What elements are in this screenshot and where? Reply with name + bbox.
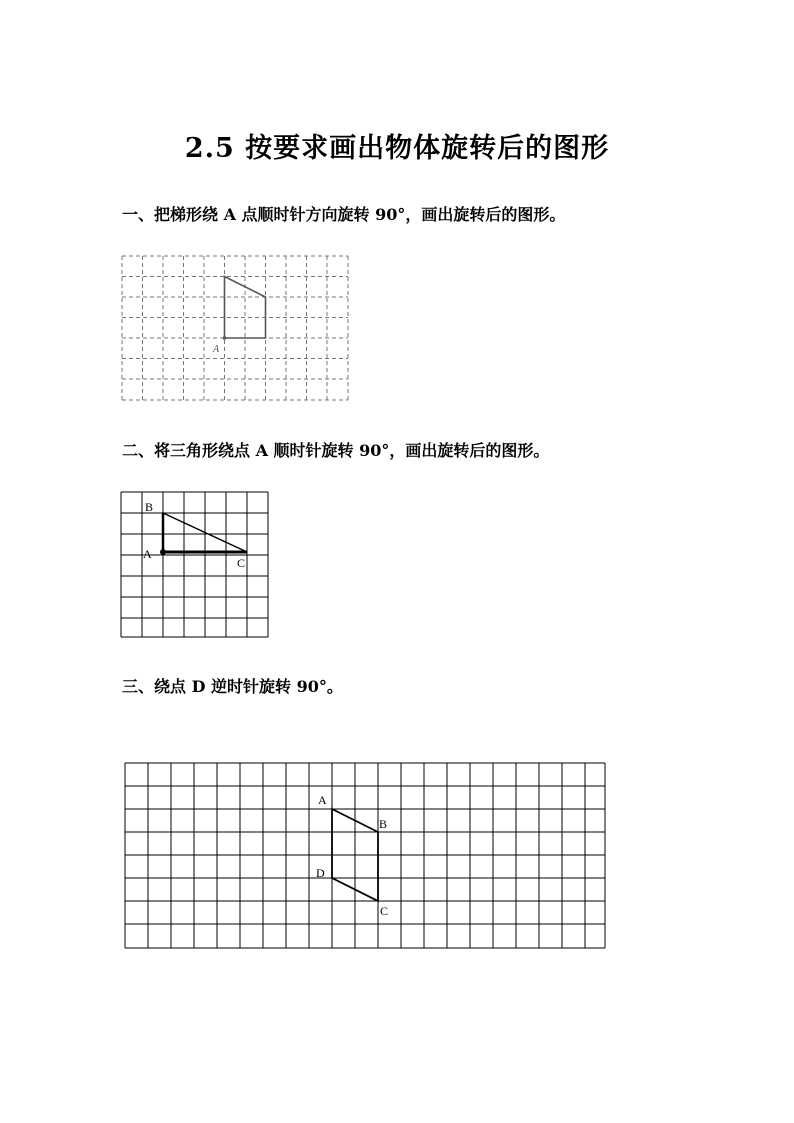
label-b: B <box>145 500 154 514</box>
label-c: C <box>380 904 389 918</box>
label-a: A <box>318 793 327 807</box>
question-1-figure <box>120 254 350 404</box>
label-a: A <box>213 344 220 355</box>
point-a-marker <box>160 549 166 555</box>
label-c: C <box>237 556 246 570</box>
question-3-text: 三、绕点 D 逆时针旋转 90°。 <box>122 677 343 696</box>
question-2-figure <box>119 490 271 640</box>
dashed-grid <box>122 256 348 400</box>
label-d: D <box>316 866 325 880</box>
question-3-figure <box>123 761 607 951</box>
solid-grid <box>121 492 268 637</box>
page-title: 2.5 按要求画出物体旋转后的图形 <box>184 133 610 164</box>
label-a: A <box>143 547 152 561</box>
point-a-marker <box>223 336 227 340</box>
question-2-text: 二、将三角形绕点 A 顺时针旋转 90°，画出旋转后的图形。 <box>122 441 550 460</box>
solid-grid <box>125 763 605 948</box>
question-1-text: 一、把梯形绕 A 点顺时针方向旋转 90°，画出旋转后的图形。 <box>122 205 566 224</box>
label-b: B <box>379 817 388 831</box>
